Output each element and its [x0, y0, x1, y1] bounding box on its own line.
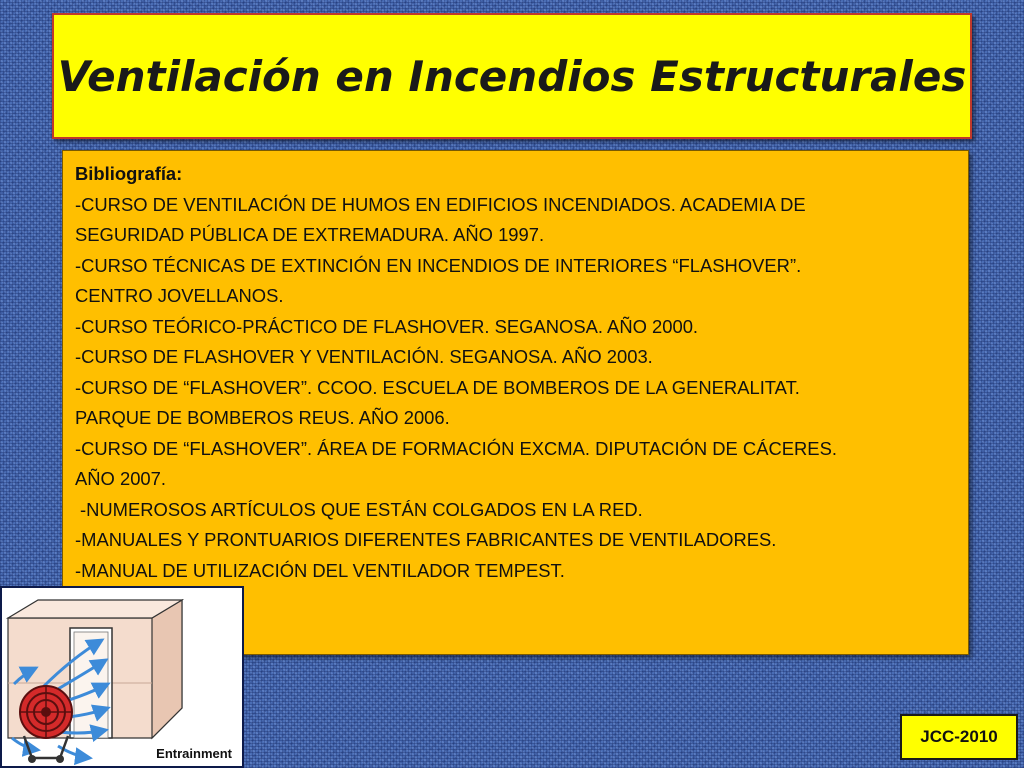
bibliography-line: -NUMEROSOS ARTÍCULOS QUE ESTÁN COLGADOS EN LA RED.: [80, 498, 643, 520]
bibliography-line: -CURSO TEÓRICO-PRÁCTICO DE FLASHOVER. SEGANOSA. AÑO 2000.: [75, 315, 699, 337]
slide-title: Ventilación en Incendios Estructurales: [57, 51, 967, 101]
bibliography-line: SEGURIDAD PÚBLICA DE EXTREMADURA. AÑO 1997.: [75, 224, 545, 245]
ventilation-illustration: [0, 586, 244, 768]
fan-blowing-into-doorway-illustration: [2, 588, 242, 766]
bibliography-line: -CURSO TÉCNICAS DE EXTINCIÓN EN INCENDIOS DE INTERIORES “FLASHOVER”.: [75, 254, 802, 276]
bibliography-line: -MANUAL DE UTILIZACIÓN DEL VENTILADOR TEMPEST.: [75, 559, 565, 581]
bibliography-line: -CURSO DE VENTILACIÓN DE HUMOS EN EDIFICIOS INCENDIADOS. ACADEMIA DE: [75, 193, 806, 215]
bibliography-line: -CURSO DE “FLASHOVER”. CCOO. ESCUELA DE BOMBEROS DE LA GENERALITAT.: [75, 376, 800, 398]
illustration-caption: Entrainment: [156, 746, 232, 761]
title-box: [52, 13, 972, 139]
author-badge: JCC-2010: [900, 714, 1018, 760]
bibliography-line: PARQUE DE BOMBEROS REUS. AÑO 2006.: [75, 407, 450, 428]
bibliography-line: -MANUALES Y PRONTUARIOS DIFERENTES FABRICANTES DE VENTILADORES.: [75, 529, 777, 550]
bibliography-heading: Bibliografía:: [75, 163, 183, 184]
fan-icon: [20, 686, 72, 763]
bibliography-line: -CURSO DE “FLASHOVER”. ÁREA DE FORMACIÓN EXCMA. DIPUTACIÓN DE CÁCERES.: [75, 437, 837, 459]
bibliography-box: [62, 150, 969, 655]
bibliography-line: CENTRO JOVELLANOS.: [75, 285, 284, 306]
bibliography-line: AÑO 2007.: [75, 468, 166, 489]
bibliography-line: -CURSO DE FLASHOVER Y VENTILACIÓN. SEGANOSA. AÑO 2003.: [75, 346, 653, 367]
